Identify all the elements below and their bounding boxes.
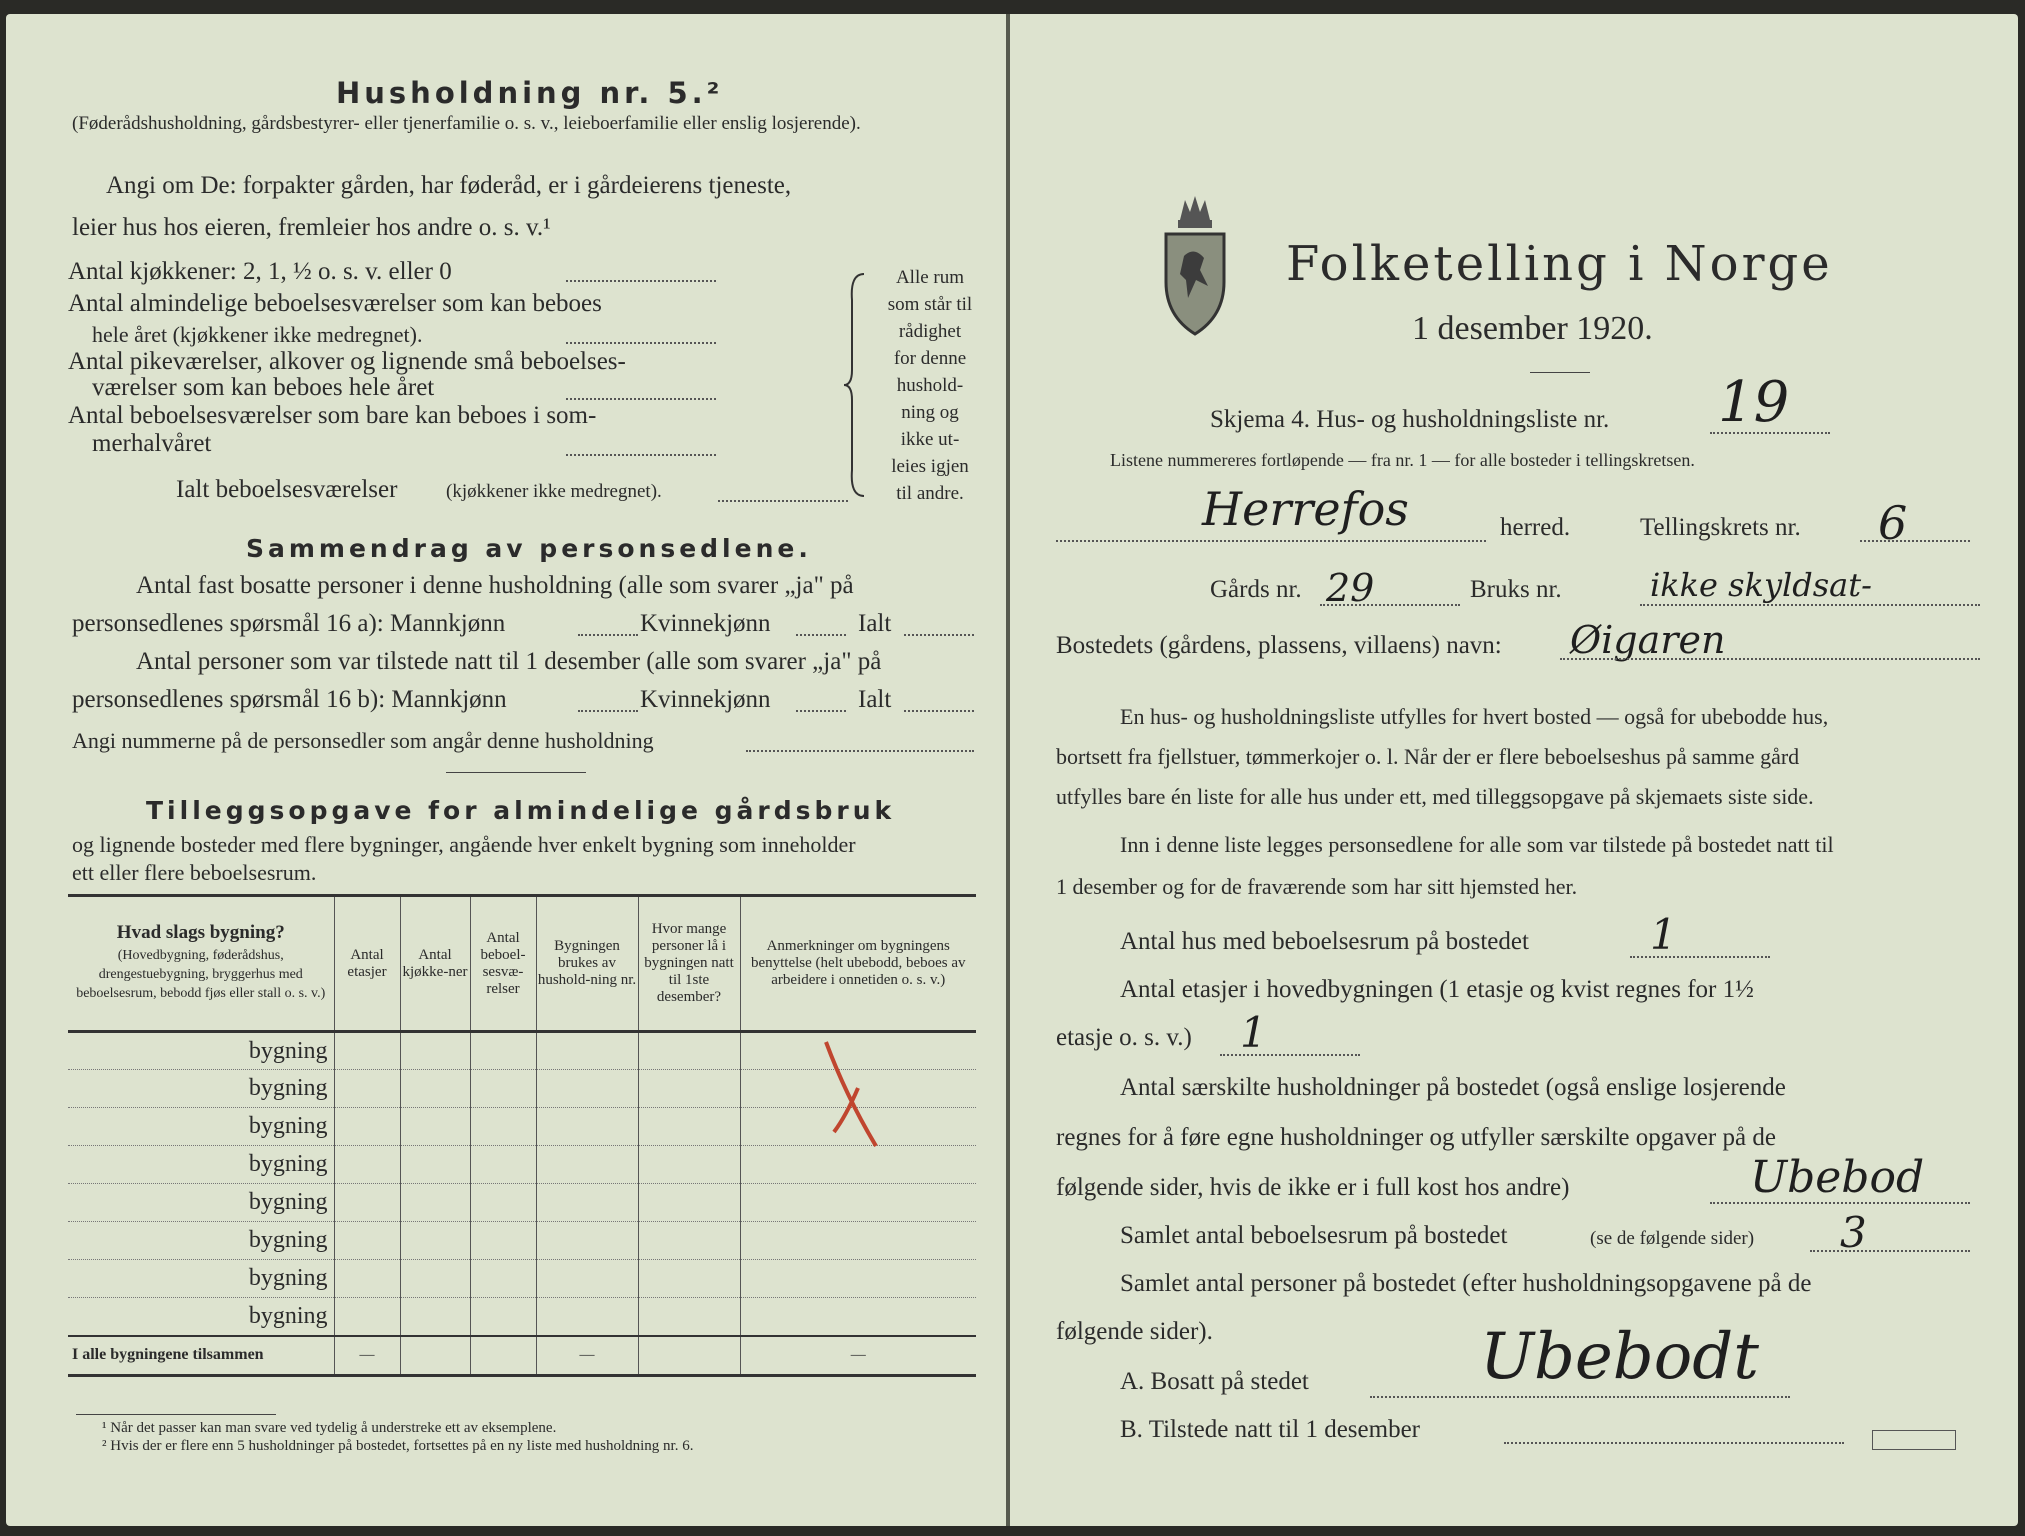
hush-3: følgende sider, hvis de ikke er i full kost hos andre) bbox=[1056, 1174, 1570, 1201]
angi-line-2: leier hus hos eieren, fremleier hos andre o. s. v.¹ bbox=[72, 214, 551, 241]
present-female-field[interactable] bbox=[796, 710, 846, 712]
title-rule bbox=[1530, 372, 1590, 373]
kvinne-label-2: Kvinnekjønn bbox=[640, 686, 771, 713]
hush-1: Antal særskilte husholdninger på bostedet (også enslige losjerende bbox=[1120, 1074, 1786, 1101]
tellingskrets-label: Tellingskrets nr. bbox=[1640, 514, 1801, 541]
brace-note-line: Alle rum bbox=[895, 267, 965, 288]
cell[interactable] bbox=[536, 1222, 638, 1260]
herred-label: herred. bbox=[1500, 514, 1571, 541]
tillegg-note-1: og lignende bosteder med flere bygninger, angående hver enkelt bygning som inneholder bbox=[72, 832, 856, 857]
herred-value: Herrefos bbox=[1202, 482, 1409, 536]
cell[interactable] bbox=[638, 1070, 740, 1108]
a-label: A. Bosatt på stedet bbox=[1120, 1368, 1309, 1395]
left-page bbox=[6, 14, 1006, 1526]
brace-note-line: ning og bbox=[901, 402, 959, 423]
pers-1: Samlet antal personer på bostedet (efter husholdningsopgavene på de bbox=[1120, 1270, 1812, 1297]
total-rooms bbox=[470, 1336, 536, 1376]
rum-note: (se de følgende sider) bbox=[1590, 1228, 1755, 1249]
row-label: bygning bbox=[68, 1108, 334, 1146]
cell[interactable] bbox=[740, 1184, 976, 1222]
cell[interactable] bbox=[334, 1032, 400, 1070]
hush-2: regnes for å føre egne husholdninger og utfyller særskilte opgaver på de bbox=[1056, 1124, 1776, 1151]
cell[interactable] bbox=[638, 1184, 740, 1222]
col-household-nr: Bygningen brukes av hushold-ning nr. bbox=[536, 896, 638, 1032]
bruks-label: Bruks nr. bbox=[1470, 576, 1562, 603]
census-title: Folketelling i Norge bbox=[1286, 236, 1833, 292]
tellingskrets-value: 6 bbox=[1878, 496, 1908, 550]
total-rooms-field[interactable] bbox=[718, 500, 848, 502]
ialt-label-2: Ialt bbox=[858, 686, 892, 713]
row-label: bygning bbox=[68, 1298, 334, 1336]
tillegg-title: Tilleggsopgave for almindelige gårdsbruk bbox=[146, 796, 896, 825]
fast-male-field[interactable] bbox=[578, 634, 638, 636]
total-floors: — bbox=[334, 1336, 400, 1376]
table-row bbox=[68, 1298, 976, 1336]
cell[interactable] bbox=[536, 1032, 638, 1070]
row-label: bygning bbox=[68, 1032, 334, 1070]
brace-note-line: til andre. bbox=[896, 483, 964, 504]
hus-value: 1 bbox=[1650, 910, 1677, 959]
listene-note: Listene nummereres fortløpende — fra nr. 1 — for alle bosteder i tellingskretsen. bbox=[1110, 450, 1695, 470]
col-persons: Hvor mange personer lå i bygningen natt til 1ste desember? bbox=[638, 896, 740, 1032]
cell[interactable] bbox=[470, 1260, 536, 1298]
footnote-1: ¹ Når det passer kan man svare ved tydelig å understreke ett av eksemplene. bbox=[102, 1420, 557, 1436]
footnote-2: ² Hvis der er flere enn 5 husholdninger på bostedet, fortsettes på en ny liste med husholdning nr. 6. bbox=[102, 1438, 694, 1454]
bosted-value: Øigaren bbox=[1570, 618, 1726, 662]
cell[interactable] bbox=[334, 1222, 400, 1260]
hus-field[interactable] bbox=[1630, 956, 1770, 958]
cell[interactable] bbox=[536, 1184, 638, 1222]
cell[interactable] bbox=[334, 1108, 400, 1146]
printer-stamp-icon bbox=[1872, 1430, 1956, 1450]
cell[interactable] bbox=[334, 1298, 400, 1336]
angi-line-1: Angi om De: forpakter gården, har føderåd, er i gårdeierens tjeneste, bbox=[106, 172, 792, 199]
rum-field[interactable] bbox=[1810, 1250, 1970, 1252]
norway-coat-of-arms-icon bbox=[1160, 190, 1230, 340]
household-note: (Føderådshusholdning, gårdsbestyrer- eller tjenerfamilie o. s. v., leieboerfamilie eller enslig losjerende). bbox=[72, 113, 861, 134]
right-page bbox=[1010, 14, 2018, 1526]
fast-total-field[interactable] bbox=[904, 634, 974, 636]
brace-note-line: leies igjen bbox=[891, 456, 969, 477]
total-row bbox=[68, 1336, 976, 1376]
row-label: bygning bbox=[68, 1184, 334, 1222]
rooms-field[interactable] bbox=[566, 342, 716, 344]
gards-label: Gårds nr. bbox=[1210, 576, 1302, 603]
summer-rooms-field[interactable] bbox=[566, 454, 716, 456]
col-building-type-label: Hvad slags bygning? bbox=[116, 922, 285, 943]
q-rooms-1: Antal almindelige beboelsesværelser som kan beboes bbox=[68, 290, 602, 317]
census-date: 1 desember 1920. bbox=[1412, 310, 1653, 347]
sum-fast-1: Antal fast bosatte personer i denne husholdning (alle som svarer „ja" på bbox=[136, 572, 854, 599]
brace-note bbox=[868, 264, 992, 507]
bruks-field[interactable] bbox=[1640, 604, 1980, 606]
brace-note-line: hushold- bbox=[896, 375, 964, 396]
col-building-type bbox=[68, 896, 334, 1032]
cell[interactable] bbox=[638, 1108, 740, 1146]
hus-label: Antal hus med beboelsesrum på bostedet bbox=[1120, 928, 1529, 955]
red-cross-mark-icon bbox=[806, 1036, 886, 1156]
present-total-field[interactable] bbox=[904, 710, 974, 712]
cell[interactable] bbox=[740, 1260, 976, 1298]
cell[interactable] bbox=[536, 1146, 638, 1184]
cell[interactable] bbox=[400, 1108, 470, 1146]
instr-5: 1 desember og for de fraværende som har sitt hjemsted her. bbox=[1056, 874, 1578, 899]
etasjer-value: 1 bbox=[1240, 1008, 1267, 1057]
bruks-value: ikke skyldsat- bbox=[1650, 566, 1872, 604]
cell[interactable] bbox=[400, 1184, 470, 1222]
cell[interactable] bbox=[334, 1260, 400, 1298]
col-rooms: Antal beboel-sesvæ-relser bbox=[470, 896, 536, 1032]
table-row bbox=[68, 1184, 976, 1222]
footnote-rule bbox=[76, 1414, 276, 1415]
cell[interactable] bbox=[400, 1298, 470, 1336]
etasjer-1: Antal etasjer i hovedbygningen (1 etasje og kvist regnes for 1½ bbox=[1120, 976, 1754, 1003]
kitchens-field[interactable] bbox=[566, 280, 716, 282]
cell[interactable] bbox=[470, 1146, 536, 1184]
sum-present-1: Antal personer som var tilstede natt til 1 desember (alle som svarer „ja" på bbox=[136, 648, 882, 675]
cell[interactable] bbox=[638, 1222, 740, 1260]
cell[interactable] bbox=[638, 1260, 740, 1298]
cell[interactable] bbox=[400, 1222, 470, 1260]
a-field[interactable] bbox=[1370, 1396, 1790, 1398]
table-row bbox=[68, 1260, 976, 1298]
q-rooms-2: hele året (kjøkkener ikke medregnet). bbox=[92, 322, 423, 347]
instr-4: Inn i denne liste legges personsedlene for alle som var tilstede på bostedet natt til bbox=[1120, 832, 1834, 857]
gards-value: 29 bbox=[1326, 566, 1375, 610]
gards-field[interactable] bbox=[1320, 604, 1460, 606]
sum-present-2: personsedlenes spørsmål 16 b): Mannkjønn bbox=[72, 686, 507, 713]
pers-2: følgende sider). bbox=[1056, 1318, 1213, 1345]
maid-rooms-field[interactable] bbox=[566, 398, 716, 400]
skjema-nr-field[interactable] bbox=[1710, 432, 1830, 434]
rum-label: Samlet antal beboelsesrum på bostedet bbox=[1120, 1222, 1508, 1249]
row-label: bygning bbox=[68, 1222, 334, 1260]
cell[interactable] bbox=[470, 1222, 536, 1260]
total-row-label: I alle bygningene tilsammen bbox=[68, 1336, 334, 1376]
col-floors: Antal etasjer bbox=[334, 896, 400, 1032]
household-heading: Husholdning nr. 5.² bbox=[336, 76, 724, 110]
hush-value: Ubebod bbox=[1750, 1152, 1925, 1203]
q-maid-1: Antal pikeværelser, alkover og lignende små beboelses- bbox=[68, 348, 626, 375]
cell[interactable] bbox=[400, 1260, 470, 1298]
q-summer-2: merhalvåret bbox=[92, 430, 212, 457]
hush-field[interactable] bbox=[1710, 1202, 1970, 1204]
herred-field[interactable] bbox=[1056, 540, 1486, 542]
bosted-field[interactable] bbox=[1560, 658, 1980, 660]
summary-title: Sammendrag av personsedlene. bbox=[246, 534, 812, 563]
cell[interactable] bbox=[400, 1032, 470, 1070]
a-value: Ubebodt bbox=[1480, 1320, 1759, 1394]
cell[interactable] bbox=[470, 1032, 536, 1070]
row-label: bygning bbox=[68, 1070, 334, 1108]
tellingskrets-field[interactable] bbox=[1860, 540, 1970, 542]
cell[interactable] bbox=[536, 1298, 638, 1336]
cell[interactable] bbox=[470, 1184, 536, 1222]
cell[interactable] bbox=[638, 1032, 740, 1070]
rum-value: 3 bbox=[1840, 1208, 1867, 1257]
cell[interactable] bbox=[638, 1146, 740, 1184]
instr-1: En hus- og husholdningsliste utfylles for hvert bosted — også for ubebodde hus, bbox=[1120, 704, 1829, 729]
fast-female-field[interactable] bbox=[796, 634, 846, 636]
q-summer-1: Antal beboelsesværelser som bare kan beboes i som- bbox=[68, 402, 597, 429]
total-kitchens bbox=[400, 1336, 470, 1376]
ialt-label: Ialt bbox=[858, 610, 892, 637]
tillegg-note-2: ett eller flere beboelsesrum. bbox=[72, 860, 317, 885]
cell[interactable] bbox=[334, 1184, 400, 1222]
cell[interactable] bbox=[400, 1070, 470, 1108]
cell[interactable] bbox=[740, 1222, 976, 1260]
instr-2: bortsett fra fjellstuer, tømmerkojer o. l. Når der er flere beboelseshus på samme gård bbox=[1056, 744, 1800, 769]
b-field[interactable] bbox=[1504, 1442, 1844, 1444]
cell[interactable] bbox=[536, 1260, 638, 1298]
cell[interactable] bbox=[470, 1108, 536, 1146]
q-kitchens: Antal kjøkkener: 2, 1, ½ o. s. v. eller 0 bbox=[68, 258, 452, 285]
cell[interactable] bbox=[334, 1070, 400, 1108]
cell[interactable] bbox=[638, 1298, 740, 1336]
q-total: Ialt beboelsesværelser bbox=[176, 476, 398, 503]
brace-note-line: som står til bbox=[887, 294, 973, 315]
cell[interactable] bbox=[536, 1108, 638, 1146]
cell[interactable] bbox=[334, 1146, 400, 1184]
col-kitchens: Antal kjøkke-ner bbox=[400, 896, 470, 1032]
kvinne-label: Kvinnekjønn bbox=[640, 610, 771, 637]
brace-note-line: for denne bbox=[893, 348, 967, 369]
row-label: bygning bbox=[68, 1260, 334, 1298]
b-label: B. Tilstede natt til 1 desember bbox=[1120, 1416, 1420, 1443]
q-maid-2: værelser som kan beboes hele året bbox=[92, 374, 435, 401]
cell[interactable] bbox=[470, 1298, 536, 1336]
etasjer-2: etasje o. s. v.) bbox=[1056, 1024, 1192, 1051]
person-numbers-field[interactable] bbox=[746, 750, 974, 752]
brace-note-line: rådighet bbox=[898, 321, 962, 342]
divider bbox=[446, 772, 586, 773]
sum-fast-2: personsedlenes spørsmål 16 a): Mannkjønn bbox=[72, 610, 506, 637]
angi-nummer: Angi nummerne på de personsedler som angår denne husholdning bbox=[72, 728, 654, 753]
instr-3: utfylles bare én liste for alle hus under ett, med tilleggsopgave på skjemaets siste side. bbox=[1056, 784, 1814, 809]
table-row bbox=[68, 1222, 976, 1260]
cell[interactable] bbox=[400, 1146, 470, 1184]
etasjer-field[interactable] bbox=[1220, 1054, 1360, 1056]
skjema-nr: 19 bbox=[1718, 370, 1790, 435]
total-household: — bbox=[536, 1336, 638, 1376]
present-male-field[interactable] bbox=[578, 710, 638, 712]
total-remarks: — bbox=[740, 1336, 976, 1376]
q-total-note: (kjøkkener ikke medregnet). bbox=[446, 481, 662, 502]
cell[interactable] bbox=[470, 1070, 536, 1108]
brace-note-line: ikke ut- bbox=[900, 429, 960, 450]
skjema-label: Skjema 4. Hus- og husholdningsliste nr. bbox=[1210, 406, 1610, 433]
cell[interactable] bbox=[740, 1298, 976, 1336]
col-remarks: Anmerkninger om bygningens benyttelse (helt ubebodd, beboes av arbeidere i onnetiden o. s. v.) bbox=[740, 896, 976, 1032]
row-label: bygning bbox=[68, 1146, 334, 1184]
cell[interactable] bbox=[536, 1070, 638, 1108]
total-persons bbox=[638, 1336, 740, 1376]
bosted-label: Bostedets (gårdens, plassens, villaens) navn: bbox=[1056, 632, 1502, 659]
col-building-type-sub: (Hovedbygning, føderådshus, drengestuebygning, bryggerhus med beboelsesrum, bebodd fjøs eller stall o. s. v.) bbox=[76, 948, 326, 1001]
